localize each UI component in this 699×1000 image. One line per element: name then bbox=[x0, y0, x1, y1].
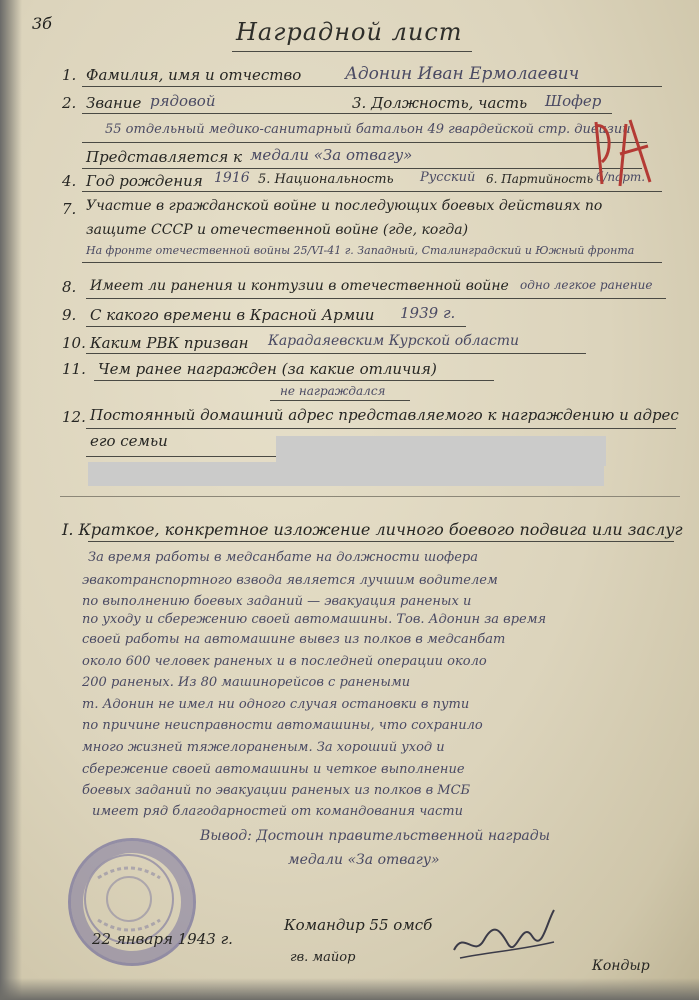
field-10-line bbox=[86, 353, 586, 354]
narrative-line-6: около 600 человек раненых и в последней операции около bbox=[82, 654, 487, 669]
narrative-line-8: т. Адонин не имел ни одного случая остановки в пути bbox=[82, 697, 470, 712]
field-4-label: Год рождения bbox=[86, 172, 203, 190]
field-11-value-line bbox=[270, 400, 410, 401]
field-11-line bbox=[94, 380, 494, 381]
field-12-line-1 bbox=[86, 428, 676, 429]
narrative-line-1: За время работы в медсанбате на должности шофера bbox=[88, 550, 478, 565]
field-7-number: 7. bbox=[62, 200, 77, 218]
conclusion-line-2: медали «За отвагу» bbox=[288, 852, 440, 868]
signature-title-1: Командир 55 омсб bbox=[284, 916, 433, 934]
field-3-label: 3. Должность, часть bbox=[352, 94, 528, 112]
section-divider bbox=[60, 496, 680, 497]
field-1-line bbox=[82, 86, 662, 87]
document-title: Наградной лист bbox=[236, 18, 463, 46]
narrative-line-13: имеет ряд благодарностей от командования части bbox=[92, 804, 464, 819]
narrative-line-4: по уходу и сбережению своей автомашины. Тов. Адонин за время bbox=[82, 612, 547, 627]
document-date: 22 января 1943 г. bbox=[92, 930, 233, 948]
narrative-line-2: эвакотранспортного взвода является лучшим водителем bbox=[82, 573, 498, 588]
scan-edge-left bbox=[0, 0, 22, 1000]
nominated-value: медали «За отвагу» bbox=[250, 146, 413, 164]
field-1-value: Адонин Иван Ермолаевич bbox=[345, 64, 580, 84]
field-11-value: не награждался bbox=[280, 384, 386, 398]
field-4-line bbox=[82, 191, 662, 192]
unit-line bbox=[82, 142, 647, 143]
field-10-number: 10. bbox=[62, 334, 86, 352]
field-8-value: одно легкое ранение bbox=[520, 278, 653, 292]
signature-name: Кондыр bbox=[592, 958, 650, 974]
field-12-line-2 bbox=[86, 456, 276, 457]
narrative-line-12: боевых заданий по эвакуации раненых из полков в МСБ bbox=[82, 783, 471, 798]
signature-title-2: гв. майор bbox=[290, 950, 356, 965]
field-3-value: Шофер bbox=[545, 92, 602, 110]
field-1-number: 1. bbox=[62, 66, 77, 84]
field-7-line bbox=[82, 262, 662, 263]
narrative-line-11: сбережение своей автомашины и четкое выполнение bbox=[82, 762, 465, 777]
narrative-line-5: своей работы на автомашине вывез из полков в медсанбат bbox=[82, 632, 506, 647]
field-5-value: Русский bbox=[420, 170, 476, 185]
section-heading: I. Краткое, конкретное изложение личного боевого подвига или заслуг bbox=[62, 520, 683, 539]
field-2-label: Звание bbox=[86, 94, 142, 112]
field-2-value: рядовой bbox=[150, 92, 216, 110]
narrative-line-9: по причине неисправности автомашины, что сохранило bbox=[82, 718, 483, 733]
narrative-line-7: 200 раненых. Из 80 машинорейсов с ранеными bbox=[82, 675, 411, 690]
field-7-value: На фронте отечественной войны 25/VI-41 г. Западный, Сталинградский и Южный фронта bbox=[86, 244, 635, 257]
field-12-label: Постоянный домашний адрес представляемого к награждению и адрес его семьи bbox=[90, 406, 679, 450]
scan-edge-bottom bbox=[0, 978, 699, 1000]
field-9-label: С какого времени в Красной Армии bbox=[90, 306, 375, 324]
nominated-line bbox=[82, 168, 642, 169]
field-6-value: б/парт. bbox=[596, 170, 646, 184]
field-4-value: 1916 bbox=[214, 170, 250, 186]
field-12-number: 12. bbox=[62, 408, 86, 426]
field-4-number: 4. bbox=[62, 172, 77, 190]
nominated-label: Представляется к bbox=[86, 148, 243, 166]
field-6-label: 6. Партийность bbox=[486, 172, 594, 186]
field-11-number: 11. bbox=[62, 360, 86, 378]
field-8-line bbox=[86, 298, 666, 299]
field-2-line bbox=[82, 113, 612, 114]
field-9-value: 1939 г. bbox=[400, 304, 456, 322]
field-8-label: Имеет ли ранения и контузии в отечественной войне bbox=[90, 278, 509, 294]
unit-value: 55 отдельный медико-санитарный батальон 49 гвардейской стр. дивизии bbox=[105, 122, 631, 137]
field-9-line bbox=[86, 326, 466, 327]
red-pencil-mark bbox=[590, 112, 660, 192]
field-2-number: 2. bbox=[62, 94, 77, 112]
corner-mark: 3б bbox=[32, 14, 52, 33]
field-9-number: 9. bbox=[62, 306, 77, 324]
section-heading-line bbox=[88, 541, 674, 542]
field-10-value: Карадаяевским Курской области bbox=[268, 333, 520, 349]
narrative-line-10: много жизней тяжелораненым. За хороший уход и bbox=[82, 740, 445, 755]
field-1-label: Фамилия, имя и отчество bbox=[86, 66, 302, 84]
field-7-label: Участие в гражданской войне и последующих боевых действиях по защите СССР и отечественной войне (где, когда) bbox=[86, 198, 603, 238]
field-11-label: Чем ранее награжден (за какие отличия) bbox=[98, 360, 437, 378]
redaction-block-2 bbox=[88, 462, 604, 486]
handwritten-signature bbox=[450, 900, 560, 970]
narrative-line-3: по выполнению боевых заданий — эвакуация раненых и bbox=[82, 594, 472, 609]
field-8-number: 8. bbox=[62, 278, 77, 296]
title-underline bbox=[232, 51, 472, 52]
conclusion-line-1: Вывод: Достоин правительственной награды bbox=[200, 828, 551, 844]
field-10-label: Каким РВК призван bbox=[90, 334, 249, 352]
field-5-label: 5. Национальность bbox=[258, 172, 394, 187]
